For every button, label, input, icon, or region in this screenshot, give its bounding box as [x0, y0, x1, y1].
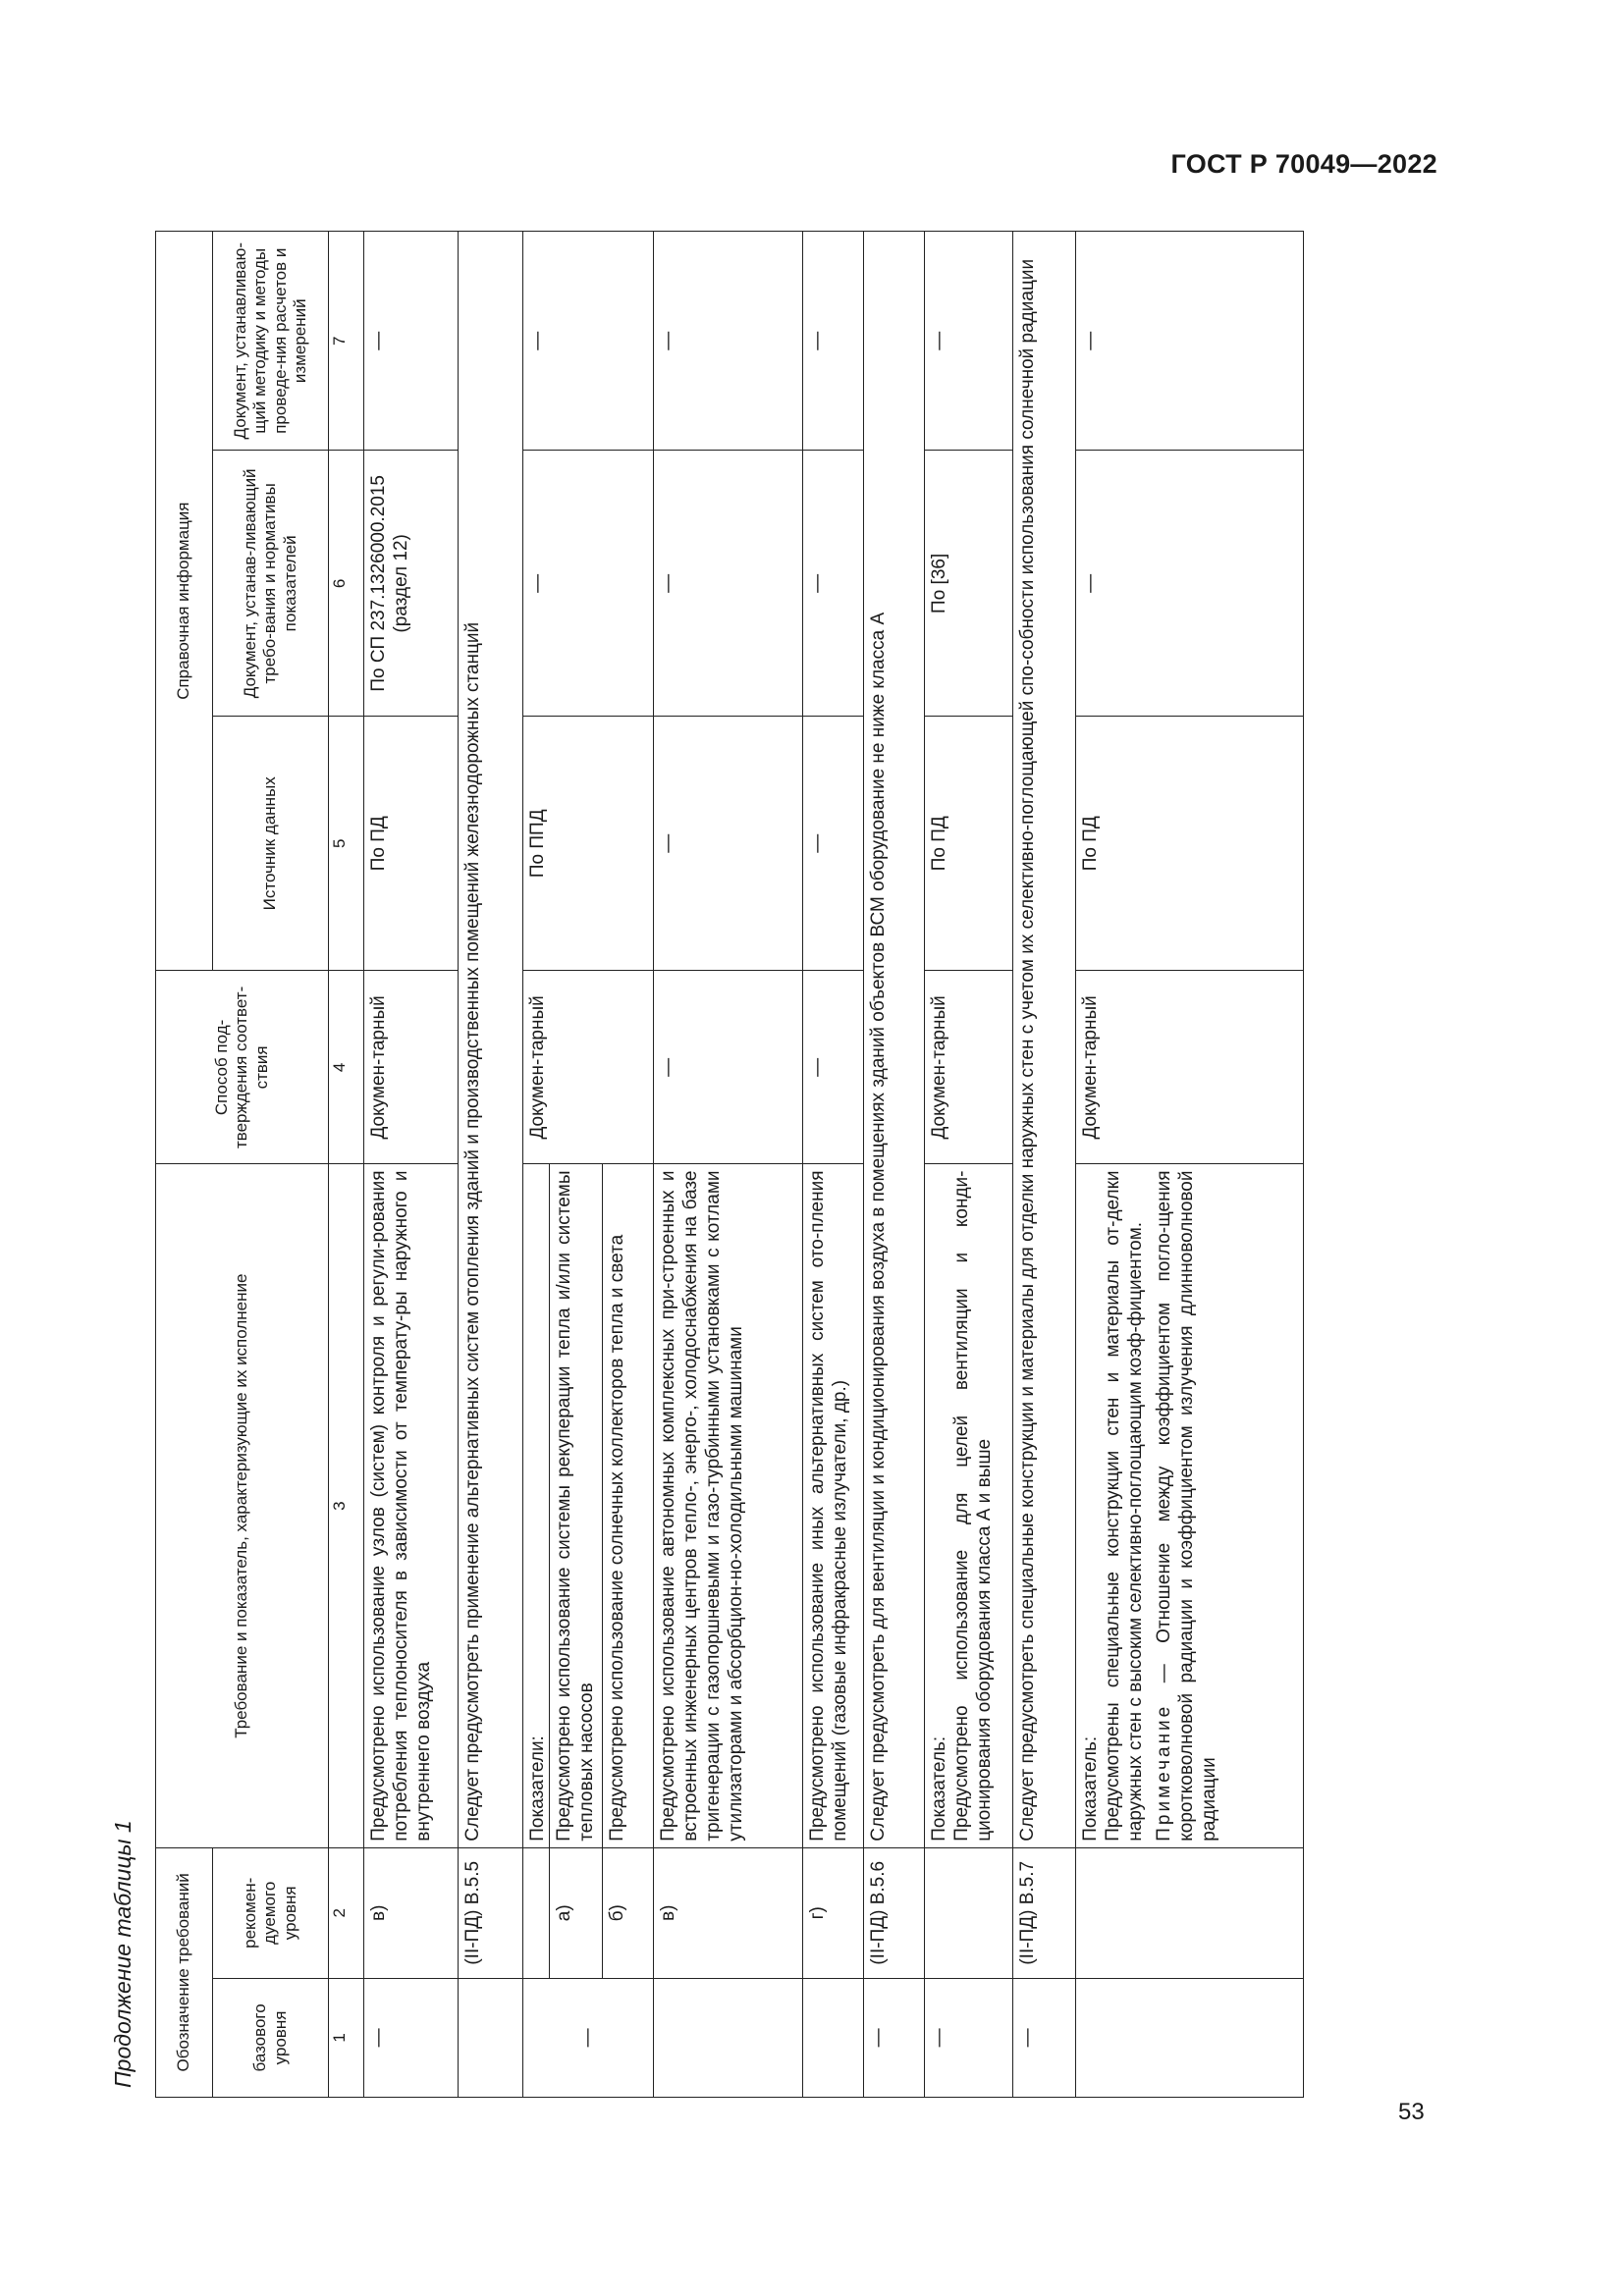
- table-row: [924, 232, 1012, 2098]
- cell-base-level: [459, 1978, 523, 2097]
- cell-base-level: —: [1012, 1978, 1075, 2097]
- column-number: 7: [329, 232, 364, 451]
- cell-confirmation: Докумен-тарный: [523, 971, 654, 1164]
- cell-item-code: [924, 1847, 1012, 1978]
- column-number: 6: [329, 451, 364, 717]
- table-row: [459, 232, 523, 2098]
- table-row: [863, 232, 924, 2098]
- note-prefix: Примечание: [1154, 1703, 1175, 1842]
- cell-item-code: в): [653, 1847, 802, 1978]
- cell-base-level: [802, 1978, 863, 2097]
- cell-base-level: —: [863, 1978, 924, 2097]
- requirements-table: [155, 231, 1304, 2098]
- cell-item-code: (II-ПД) В.5.7: [1012, 1847, 1075, 1978]
- norms-document-column-header: Документ, устанав-ливающий требо-вания и нормативы показателей: [213, 451, 329, 717]
- column-number: 2: [329, 1847, 364, 1978]
- cell-data-source: По ПД: [364, 717, 459, 971]
- requirement-column-header: Требование и показатель, характеризующие их исполнение: [156, 1164, 329, 1847]
- cell-indicators-label: Показатели:: [523, 1164, 550, 1847]
- designation-group-header: Обозначение требований: [156, 1847, 213, 2097]
- table-row: [523, 232, 550, 2098]
- indicator-label: Показатель:: [1079, 1735, 1101, 1842]
- cell-item-code: (II-ПД) В.5.5: [459, 1847, 523, 1978]
- cell-data-source: По ПД: [1075, 717, 1303, 971]
- cell-item-code: а): [550, 1847, 602, 1978]
- cell-method-document: —: [653, 232, 802, 451]
- cell-data-source: —: [802, 717, 863, 971]
- column-number: 1: [329, 1978, 364, 2097]
- cell-data-source: По ПД: [924, 717, 1012, 971]
- table-caption: Продолжение таблицы 1: [110, 1820, 135, 2088]
- cell-requirement-wide: Следует предусмотреть применение альтернативных систем отопления зданий и производственных помещений железнодорожных станций: [459, 232, 523, 1848]
- cell-norms-document: По [36]: [924, 451, 1012, 717]
- column-number: 5: [329, 717, 364, 971]
- column-number: 4: [329, 971, 364, 1164]
- data-source-column-header: Источник данных: [213, 717, 329, 971]
- indicator-text: Предусмотрено использование для целей вентиляции и конди-ционирования оборудования класса А и выше: [950, 1170, 995, 1842]
- table-row: [1075, 232, 1303, 2098]
- cell-requirement-wide: Следует предусмотреть для вентиляции и кондиционирования воздуха в помещениях зданий объектов ВСМ оборудование не ниже класса А: [863, 232, 924, 1848]
- cell-method-document: —: [1075, 232, 1303, 451]
- column-number: 3: [329, 1164, 364, 1847]
- cell-method-document: —: [802, 232, 863, 451]
- cell-requirement: [1075, 1164, 1303, 1847]
- table-row: [364, 232, 459, 2098]
- cell-base-level: —: [523, 1978, 654, 2097]
- cell-item-code: [523, 1847, 550, 1978]
- cell-base-level: —: [924, 1978, 1012, 2097]
- cell-confirmation: —: [653, 971, 802, 1164]
- cell-item-code: (II-ПД) В.5.6: [863, 1847, 924, 1978]
- cell-data-source: По ППД: [523, 717, 654, 971]
- note: [1153, 1171, 1221, 1842]
- cell-requirement: Предусмотрено использование узлов (систем) контроля и регули-рования потребления теплоносителя в зависимости от температу-ры наружного и внутреннего воздуха: [364, 1164, 459, 1847]
- cell-item-code: [1075, 1847, 1303, 1978]
- cell-base-level: [653, 1978, 802, 2097]
- reference-group-header: Справочная информация: [156, 232, 213, 971]
- document-code: ГОСТ Р 70049—2022: [1170, 149, 1437, 179]
- cell-method-document: —: [364, 232, 459, 451]
- rotated-table-page: [106, 231, 1432, 2098]
- cell-requirement: Предусмотрено использование солнечных коллекторов тепла и света: [602, 1164, 653, 1847]
- cell-confirmation: —: [802, 971, 863, 1164]
- cell-confirmation: Докумен-тарный: [364, 971, 459, 1164]
- cell-confirmation: Докумен-тарный: [924, 971, 1012, 1164]
- cell-base-level: [1075, 1978, 1303, 2097]
- cell-requirement-wide: Следует предусмотреть специальные конструкции и материалы для отделки наружных стен с учетом их селективно-поглощающей спо-собности использования солнечной радиации: [1012, 232, 1075, 1848]
- recommended-level-column-header: рекомен-дуемого уровня: [213, 1847, 329, 1978]
- cell-requirement: Предусмотрено использование иных альтернативных систем ото-пления помещений (газовые инфракрасные излучатели, др.): [802, 1164, 863, 1847]
- cell-data-source: —: [653, 717, 802, 971]
- cell-confirmation: Докумен-тарный: [1075, 971, 1303, 1164]
- indicator-label: Показатель:: [928, 1735, 949, 1842]
- cell-norms-document: По СП 237.1326000.2015 (раздел 12): [364, 451, 459, 717]
- table-row: [1012, 232, 1075, 2098]
- cell-norms-document: —: [653, 451, 802, 717]
- page-number: 53: [1398, 2099, 1425, 2125]
- cell-requirement: Предусмотрено использование системы рекуперации тепла и/или системы тепловых насосов: [550, 1164, 602, 1847]
- indicator-text: Предусмотрены специальные конструкции стен и материалы от-делки наружных стен с высоким селективно-поглощающим коэф-фициентом.: [1102, 1170, 1146, 1842]
- cell-item-code: в): [364, 1847, 459, 1978]
- cell-method-document: —: [523, 232, 654, 451]
- cell-base-level: —: [364, 1978, 459, 2097]
- cell-norms-document: —: [802, 451, 863, 717]
- cell-requirement: Предусмотрено использование автономных комплексных при-строенных и встроенных инженерных центров тепло-, энерго-, холодоснабжения на базе тригенерации с газопоршневыми и газо-турбинными установками с котлами утилизаторами и абсорбцион-но-холодильными машинами: [653, 1164, 802, 1847]
- cell-norms-document: —: [523, 451, 654, 717]
- method-document-column-header: Документ, устанавливаю-щий методику и методы проведе-ния расчетов и измерений: [213, 232, 329, 451]
- base-level-column-header: базового уровня: [213, 1978, 329, 2097]
- table-row: [802, 232, 863, 2098]
- cell-requirement: [924, 1164, 1012, 1847]
- cell-item-code: г): [802, 1847, 863, 1978]
- cell-item-code: б): [602, 1847, 653, 1978]
- table-row: [653, 232, 802, 2098]
- note-text: — Отношение между коэффициентом погло-щения коротковолновой радиации и коэффициентом излучения длинноволновой радиации: [1154, 1170, 1220, 1842]
- cell-method-document: —: [924, 232, 1012, 451]
- confirmation-column-header: Способ под-тверждения соответ-ствия: [156, 971, 329, 1164]
- cell-norms-document: —: [1075, 451, 1303, 717]
